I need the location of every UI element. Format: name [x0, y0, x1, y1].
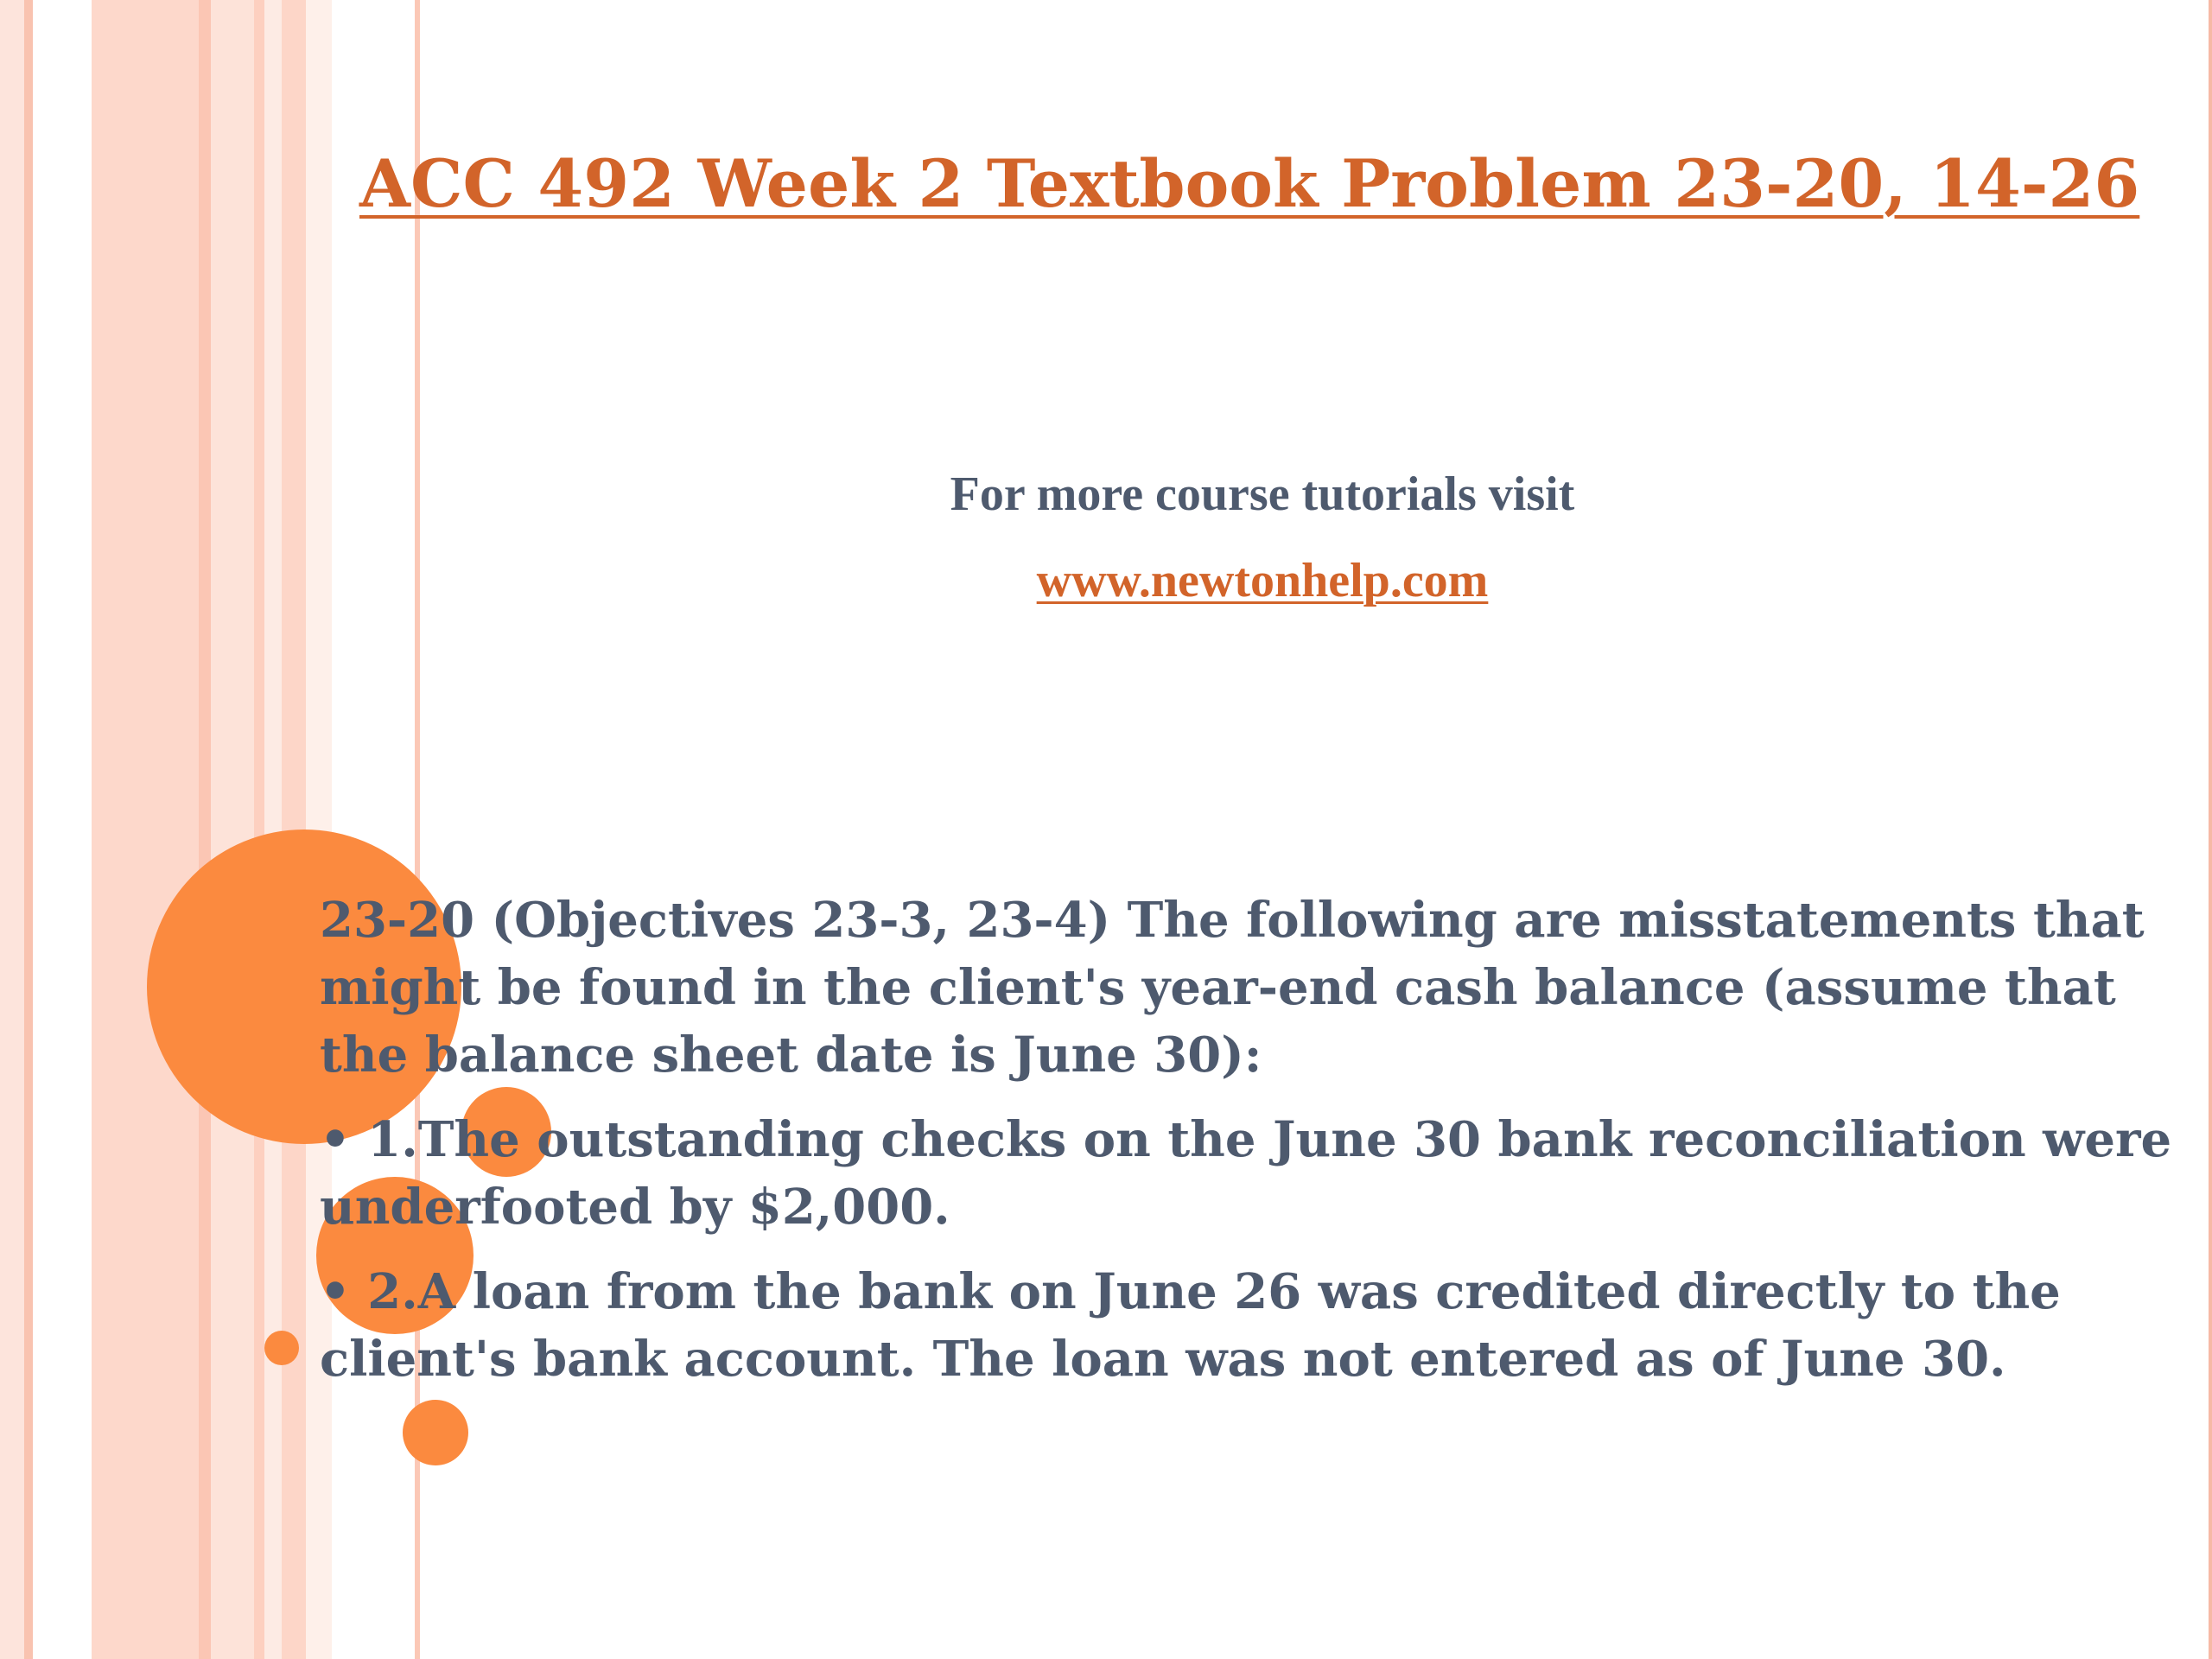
slide-title: ACC 492 Week 2 Textbook Problem 23-20, 14-26	[359, 145, 2140, 222]
decorative-stripe	[199, 0, 211, 1659]
decorative-stripe	[2209, 0, 2212, 1659]
problem-intro: 23-20 (Objectives 23-3, 23-4) The following are misstatements that might be found in the client's year-end cash balance (assume that the balance sheet date is June 30):	[320, 892, 2145, 1084]
decorative-circle-tiny	[264, 1331, 299, 1365]
decorative-stripe	[264, 0, 282, 1659]
bullet-item-2: • 2.A loan from the bank on June 26 was credited directly to the client's bank account. The loan was not entered as of June 30.	[320, 1263, 2061, 1388]
decorative-stripe	[0, 0, 24, 1659]
decorative-stripe	[33, 0, 92, 1659]
visit-text: For more course tutorials visit	[950, 467, 1575, 521]
bullet-item-1: • 1.The outstanding checks on the June 30 bank reconciliation were underfooted by $2,000.	[320, 1111, 2172, 1236]
decorative-stripe	[211, 0, 254, 1659]
decorative-stripe	[24, 0, 33, 1659]
slide-body	[320, 887, 2195, 1410]
website-link[interactable]: www.newtonhelp.com	[1036, 554, 1489, 607]
decorative-stripe	[92, 0, 199, 1659]
decorative-stripe	[254, 0, 264, 1659]
